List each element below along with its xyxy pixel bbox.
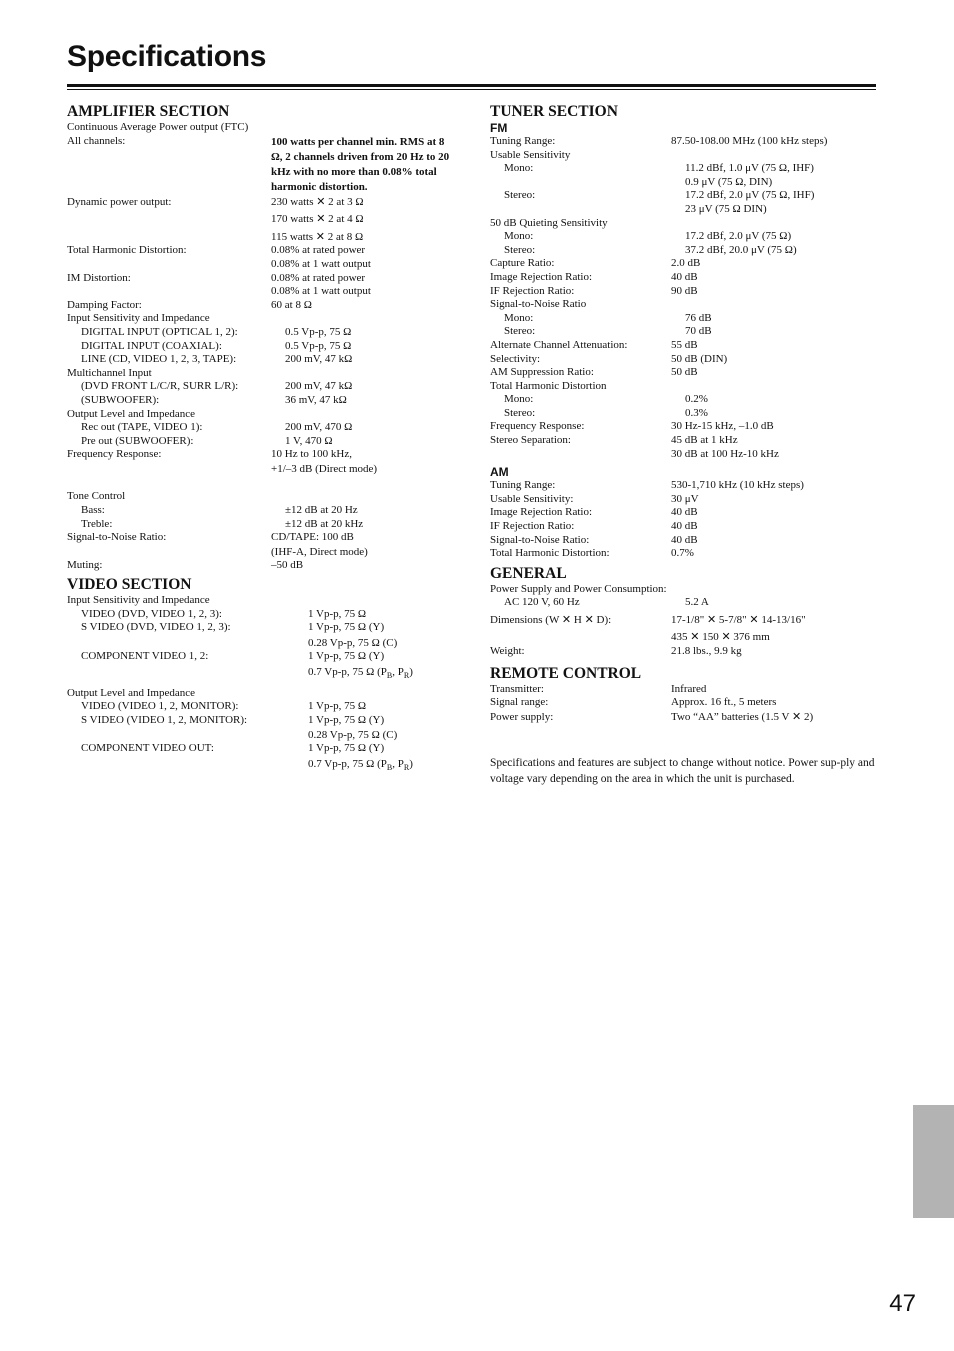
spec-label: AM Suppression Ratio: (490, 366, 594, 379)
spec-label: IM Distortion: (67, 271, 131, 284)
spec-label: Input Sensitivity and Impedance (67, 312, 210, 325)
spec-label: Stereo: (504, 406, 536, 419)
spec-value: 40 dB (671, 520, 698, 533)
spec-value: 0.7 Vp-p, 75 Ω ($P_B$, $P_R$) (308, 757, 413, 772)
spec-label: Bass: (81, 504, 105, 517)
spec-value: ±12 dB at 20 Hz (285, 504, 358, 517)
spec-row (67, 121, 467, 135)
spec-label: Signal-to-Noise Ratio: (67, 531, 167, 544)
spec-value: 0.08% at rated power (271, 271, 366, 284)
spec-value: 1 Vp-p, 75 Ω (Y) (308, 621, 385, 634)
spec-row (490, 353, 876, 367)
spec-value: 87.50-108.00 MHz (100 kHz steps) (671, 135, 828, 147)
spec-row (67, 312, 467, 326)
spec-label: DIGITAL INPUT (OPTICAL 1, 2): (81, 325, 238, 338)
spec-row (490, 271, 876, 285)
spec-row (67, 687, 467, 701)
spec-row (67, 518, 467, 532)
spec-row (67, 326, 467, 340)
spec-label (67, 213, 271, 227)
spec-row (490, 683, 876, 697)
spec-value: 55 dB (671, 338, 698, 351)
spec-value: 0.5 Vp-p, 75 Ω (285, 339, 352, 352)
spec-row (67, 380, 467, 394)
spec-row (67, 621, 467, 635)
spec-row (67, 729, 467, 743)
spec-row (490, 203, 876, 217)
spec-row (490, 135, 876, 149)
spec-row (67, 244, 467, 258)
spec-label: COMPONENT VIDEO 1, 2: (81, 650, 209, 663)
spec-label (67, 285, 271, 299)
spec-value: 40 dB (671, 270, 698, 283)
spec-value: 1 V, 470 Ω (285, 434, 333, 447)
spec-label: (DVD FRONT L/C/R, SURR L/R): (81, 380, 239, 393)
spec-row (490, 506, 876, 520)
spec-label: VIDEO (VIDEO 1, 2, MONITOR): (81, 700, 239, 713)
spec-row (490, 217, 876, 231)
spec-label (490, 631, 671, 645)
spec-label: Dynamic power output: (67, 195, 172, 208)
spec-label: Tuning Range: (490, 135, 556, 147)
spec-row (67, 435, 467, 449)
spec-row (490, 298, 876, 312)
spec-label: Total Harmonic Distortion: (490, 547, 610, 560)
spec-value: 200 mV, 47 kΩ (285, 380, 353, 393)
spec-value: 1 Vp-p, 75 Ω (308, 607, 367, 620)
spec-label: Power supply: (490, 710, 554, 723)
spec-row (490, 448, 876, 462)
spec-row (67, 135, 467, 195)
spec-value: 0.08% at 1 watt output (271, 285, 371, 298)
spec-label: Power Supply and Power Consumption: (490, 582, 667, 595)
spec-value: 0.08% at rated power (271, 244, 366, 257)
spec-label (67, 666, 308, 683)
spec-value: 17.2 dBf, 2.0 μV (75 Ω, IHF) (685, 189, 815, 202)
spec-label: Mono: (504, 230, 534, 243)
spec-label (490, 448, 671, 462)
spec-value: 2.0 dB (671, 257, 701, 270)
spec-label: Signal range: (490, 696, 549, 709)
spec-row (67, 700, 467, 714)
spec-value: 17-1/8" ✕ 5-7/8" ✕ 14-13/16" (671, 614, 806, 626)
am-subheading: AM (490, 465, 509, 480)
spec-row (67, 258, 467, 272)
spec-row (67, 666, 467, 683)
spec-value: 0.08% at 1 watt output (271, 257, 371, 270)
am-spec-list (490, 479, 876, 561)
page-title: Specifications (67, 40, 267, 73)
title-rule-thin (67, 89, 876, 90)
spec-row (490, 696, 876, 710)
page-number: 47 (889, 1290, 916, 1317)
spec-label: Transmitter: (490, 682, 544, 695)
spec-row (490, 244, 876, 258)
spec-label: Total Harmonic Distortion (490, 379, 607, 392)
spec-value: 90 dB (671, 284, 698, 297)
spec-row (490, 230, 876, 244)
spec-label: Output Level and Impedance (67, 686, 195, 699)
spec-value: 1 Vp-p, 75 Ω (Y) (308, 742, 385, 755)
spec-row (67, 196, 467, 210)
spec-label: All channels: (67, 134, 126, 147)
spec-value: 1 Vp-p, 75 Ω (Y) (308, 713, 385, 726)
spec-row (67, 394, 467, 408)
tuner-section-heading: TUNER SECTION (490, 103, 618, 120)
spec-label: VIDEO (DVD, VIDEO 1, 2, 3): (81, 607, 222, 620)
spec-label: Stereo Separation: (490, 434, 571, 447)
spec-label: Stereo: (504, 243, 536, 256)
spec-value: 17.2 dBf, 2.0 μV (75 Ω) (685, 230, 792, 243)
spec-row (490, 189, 876, 203)
spec-label: Stereo: (504, 189, 536, 202)
spec-row (490, 547, 876, 561)
spec-label: Mono: (504, 162, 534, 175)
spec-row (490, 420, 876, 434)
spec-label: Mono: (504, 393, 534, 406)
spec-label: IF Rejection Ratio: (490, 284, 575, 297)
spec-row (490, 393, 876, 407)
spec-value: 0.5 Vp-p, 75 Ω (285, 325, 352, 338)
spec-label: Tone Control (67, 490, 126, 503)
spec-row (490, 520, 876, 534)
spec-label: (SUBWOOFER): (81, 393, 160, 406)
spec-value: 170 watts ✕ 2 at 4 Ω (271, 213, 364, 226)
spec-value (608, 217, 876, 231)
spec-row (490, 534, 876, 548)
spec-row (67, 490, 467, 504)
spec-label (67, 758, 308, 775)
spec-label (67, 637, 308, 651)
spec-row (490, 339, 876, 353)
spec-label: Stereo: (504, 325, 536, 338)
spec-label: Capture Ratio: (490, 257, 555, 270)
spec-value: 30 Hz-15 kHz, –1.0 dB (671, 420, 774, 433)
spec-value (671, 149, 876, 163)
spec-row (490, 645, 876, 659)
remote-control-section-heading: REMOTE CONTROL (490, 664, 642, 682)
spec-row (67, 463, 467, 477)
spec-row (67, 408, 467, 422)
spec-value: 70 dB (685, 325, 712, 338)
spec-row (67, 758, 467, 775)
spec-value: 40 dB (671, 533, 698, 546)
spec-value: 1 Vp-p, 75 Ω (Y) (308, 650, 385, 663)
spec-value: 37.2 dBf, 20.0 μV (75 Ω) (685, 243, 797, 256)
left-column (67, 102, 467, 775)
spec-row (67, 714, 467, 728)
spec-value: 0.7% (671, 547, 694, 560)
spec-value: 0.28 Vp-p, 75 Ω (C) (308, 636, 398, 649)
spec-value: 530-1,710 kHz (10 kHz steps) (671, 479, 804, 492)
spec-row (67, 608, 467, 622)
spec-row (67, 285, 467, 299)
spec-label (490, 176, 685, 190)
spec-label: S VIDEO (VIDEO 1, 2, MONITOR): (81, 713, 248, 726)
spec-label: Total Harmonic Distortion: (67, 244, 187, 257)
spec-value: +1/–3 dB (Direct mode) (271, 462, 378, 475)
spec-row (490, 493, 876, 507)
spec-row (490, 631, 876, 645)
spec-row (490, 711, 876, 725)
spec-label: Rec out (TAPE, VIDEO 1): (81, 421, 203, 434)
spec-label: Input Sensitivity and Impedance (67, 594, 210, 607)
spec-label: S VIDEO (DVD, VIDEO 1, 2, 3): (81, 621, 231, 634)
spec-row (490, 434, 876, 448)
spec-value: Two “AA” batteries (1.5 V ✕ 2) (671, 710, 814, 723)
specifications-notice: Specifications and features are subject to change without notice. Power sup-ply and voltage vary depending on the area in which the unit is purchased. (490, 756, 875, 785)
spec-label: Multichannel Input (67, 366, 152, 379)
spec-label: 50 dB Quieting Sensitivity (490, 216, 608, 229)
spec-value: ±12 dB at 20 kHz (285, 517, 364, 530)
spec-label: Frequency Response: (490, 420, 585, 433)
spec-label: Signal-to-Noise Ratio (490, 298, 587, 311)
spec-row (490, 614, 876, 628)
spec-row (67, 531, 467, 545)
spec-value: 11.2 dBf, 1.0 μV (75 Ω, IHF) (685, 162, 814, 175)
spec-value: 5.2 A (685, 596, 709, 609)
spec-value: 30 dB at 100 Hz-10 kHz (671, 447, 779, 460)
spec-label: Continuous Average Power output (FTC) (67, 121, 249, 133)
fm-spec-list (490, 135, 876, 461)
spec-label: AC 120 V, 60 Hz (504, 596, 580, 609)
spec-value: 50 dB (DIN) (671, 352, 728, 365)
spec-value: CD/TAPE: 100 dB (271, 531, 354, 544)
spec-value: 76 dB (685, 311, 712, 324)
spec-label: Signal-to-Noise Ratio: (490, 533, 590, 546)
spec-value: 200 mV, 47 kΩ (285, 353, 353, 366)
spec-value: 0.7 Vp-p, 75 Ω ($P_B$, $P_R$) (308, 666, 413, 681)
spec-value: 45 dB at 1 kHz (671, 434, 738, 447)
spec-value: Infrared (671, 682, 707, 695)
spec-value: 115 watts ✕ 2 at 8 Ω (271, 230, 364, 243)
spec-label (67, 546, 271, 560)
spec-row (67, 421, 467, 435)
spec-label: Output Level and Impedance (67, 407, 195, 420)
spec-value (671, 298, 876, 312)
spec-label: Dimensions (W ✕ H ✕ D): (490, 614, 612, 626)
spec-value: 50 dB (671, 366, 698, 379)
spec-label (67, 258, 271, 272)
spec-label: Selectivity: (490, 352, 541, 365)
spec-row (490, 285, 876, 299)
general-section-heading: GENERAL (490, 564, 567, 582)
spec-row (490, 380, 876, 394)
spec-row (67, 504, 467, 518)
spec-row (490, 325, 876, 339)
spec-row (67, 546, 467, 560)
spec-row (490, 312, 876, 326)
spec-row (67, 559, 467, 573)
spec-row (490, 149, 876, 163)
spec-row (67, 299, 467, 313)
spec-label: DIGITAL INPUT (COAXIAL): (81, 339, 222, 352)
spec-row (67, 650, 467, 664)
spec-label: Usable Sensitivity (490, 148, 571, 161)
spec-label: Alternate Channel Attenuation: (490, 338, 628, 351)
spec-label: Treble: (81, 517, 113, 530)
spec-value: 0.28 Vp-p, 75 Ω (C) (308, 728, 398, 741)
spec-value (671, 380, 876, 394)
spec-value: 100 watts per channel min. RMS at 8 Ω, 2 channels driven from 20 Hz to 20 kHz with no more than 0.08% total harmonic distortion. (271, 135, 450, 193)
spec-value: 0.9 μV (75 Ω, DIN) (685, 175, 773, 188)
spec-row (490, 407, 876, 421)
spec-row (67, 213, 467, 227)
spec-row (490, 479, 876, 493)
spec-label: Frequency Response: (67, 448, 162, 461)
spec-value: 1 Vp-p, 75 Ω (308, 700, 367, 713)
spec-label: Pre out (SUBWOOFER): (81, 434, 194, 447)
spec-label: LINE (CD, VIDEO 1, 2, 3, TAPE): (81, 353, 237, 366)
spec-row (490, 366, 876, 380)
spec-row (67, 742, 467, 756)
spec-row (67, 367, 467, 381)
spec-label: Image Rejection Ratio: (490, 506, 593, 519)
spec-row (67, 448, 467, 462)
spec-value: 435 ✕ 150 ✕ 376 mm (671, 630, 770, 643)
video-spec-list (67, 594, 467, 775)
spec-row (490, 176, 876, 190)
spec-label: Tuning Range: (490, 479, 556, 492)
spec-value: 21.8 lbs., 9.9 kg (671, 645, 742, 658)
spec-label: COMPONENT VIDEO OUT: (81, 742, 214, 755)
spec-label: Muting: (67, 559, 103, 572)
spec-label: IF Rejection Ratio: (490, 520, 575, 533)
spec-value: 0.2% (685, 393, 708, 406)
spec-value: Approx. 16 ft., 5 meters (671, 696, 777, 709)
spec-row (490, 583, 876, 597)
spec-value: –50 dB (271, 559, 304, 572)
amplifier-section-heading: AMPLIFIER SECTION (67, 103, 230, 120)
spec-row (67, 637, 467, 651)
spec-value: 60 at 8 Ω (271, 298, 312, 311)
spec-value: 200 mV, 470 Ω (285, 421, 353, 434)
video-section-heading: VIDEO SECTION (67, 576, 192, 594)
spec-value: 30 μV (671, 492, 699, 505)
spec-label (67, 463, 271, 477)
page-side-tab (913, 1105, 954, 1218)
spec-row (490, 257, 876, 271)
spec-row (67, 231, 467, 245)
right-column (490, 102, 876, 787)
spec-row (67, 353, 467, 367)
general-spec-list (490, 583, 876, 659)
spec-label (490, 203, 685, 217)
spec-value: 23 μV (75 Ω DIN) (685, 202, 767, 215)
spec-row (67, 340, 467, 354)
spec-label: Usable Sensitivity: (490, 492, 574, 505)
spec-label: Weight: (490, 645, 525, 658)
fm-subheading: FM (490, 121, 508, 135)
spec-value: 230 watts ✕ 2 at 3 Ω (271, 195, 364, 208)
spec-row (67, 594, 467, 608)
spec-label (67, 231, 271, 245)
spec-value: 36 mV, 47 kΩ (285, 393, 347, 406)
spec-label: Mono: (504, 311, 534, 324)
spec-row (490, 162, 876, 176)
spec-label: Image Rejection Ratio: (490, 270, 593, 283)
spec-value: 0.3% (685, 406, 708, 419)
remote-spec-list (490, 683, 876, 725)
amplifier-spec-list (67, 121, 467, 573)
spec-value: 40 dB (671, 506, 698, 519)
spec-label (67, 729, 308, 743)
spec-value: 10 Hz to 100 kHz, (271, 448, 352, 461)
spec-row (490, 596, 876, 610)
title-rule-thick (67, 84, 876, 87)
spec-value: (IHF-A, Direct mode) (271, 545, 368, 558)
spec-label: Damping Factor: (67, 298, 142, 311)
spec-row (67, 272, 467, 286)
